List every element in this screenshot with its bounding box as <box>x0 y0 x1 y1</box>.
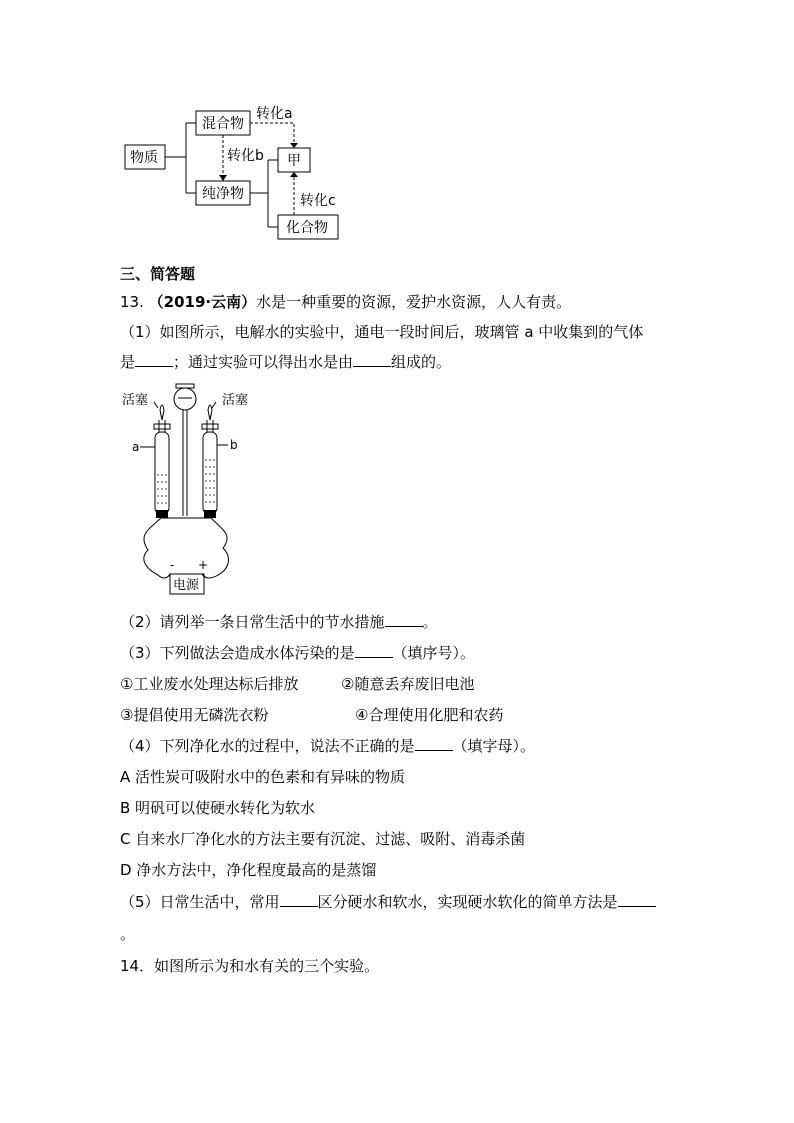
label-conversion-b: 转化b <box>227 148 264 164</box>
label-conversion-a: 转化a <box>256 106 293 122</box>
q13-number: 13. <box>120 293 144 311</box>
label-tube-a: a <box>132 440 140 454</box>
classification-diagram <box>120 100 360 240</box>
q13-part1-text-c: 组成的。 <box>391 353 452 371</box>
q13-part3-text: （3）下列做法会造成水体污染的是 <box>120 644 355 662</box>
label-plus: + <box>198 558 209 572</box>
option-d: D 净水方法中，净化程度最高的是蒸馏 <box>120 861 377 879</box>
q13-part3 <box>120 643 475 663</box>
q13-part1-text-b: ；通过实验可以得出水是由 <box>173 353 354 371</box>
label-conversion-c: 转化c <box>300 193 336 209</box>
answer-blank-composition[interactable] <box>353 352 391 367</box>
electrolysis-apparatus <box>118 380 278 600</box>
label-substance: 物质 <box>130 150 158 166</box>
answer-blank-gas[interactable] <box>135 352 173 367</box>
q13-part2-text: （2）请列举一条日常生活中的节水措施 <box>120 613 385 631</box>
q13-part1-text-a: 是 <box>120 353 136 371</box>
label-jia: 甲 <box>287 153 301 169</box>
option-2: ②随意丢弃废旧电池 <box>341 675 475 693</box>
answer-blank-softening[interactable] <box>618 892 656 907</box>
q13-stem-line <box>120 292 571 312</box>
electrode-left <box>156 510 168 518</box>
answer-blank-pollution[interactable] <box>355 643 393 658</box>
q13-part3-end: （填序号）。 <box>392 644 476 662</box>
label-stopcock-left: 活塞 <box>122 393 149 408</box>
option-c: C 自来水厂净化水的方法主要有沉淀、过滤、吸附、消毒杀菌 <box>120 830 526 848</box>
q13-part5-text-b: 区分硬水和软水，实现硬水软化的简单方法是 <box>317 893 618 911</box>
q13-part2 <box>120 612 438 632</box>
label-tube-b: b <box>230 438 238 452</box>
option-b: B 明矾可以使硬水转化为软水 <box>120 799 316 817</box>
label-stopcock-right: 活塞 <box>222 393 249 408</box>
q13-part4 <box>120 736 535 756</box>
option-a: A 活性炭可吸附水中的色素和有异味的物质 <box>120 768 406 786</box>
electrode-right <box>204 510 216 518</box>
q13-part5 <box>120 892 656 912</box>
q13-part5-text-a: （5）日常生活中，常用 <box>120 893 280 911</box>
option-4: ④合理使用化肥和农药 <box>355 706 504 724</box>
label-compound: 化合物 <box>286 220 328 236</box>
label-pure: 纯净物 <box>202 186 244 202</box>
answer-blank-water-saving[interactable] <box>385 612 423 627</box>
q13-part5-end: 。 <box>120 925 136 943</box>
q13-part4-end: （填字母）。 <box>452 737 536 755</box>
answer-blank-purification[interactable] <box>415 736 453 751</box>
option-3: ③提倡使用无磷洗衣粉 <box>120 706 269 724</box>
q13-source: （2019·云南） <box>148 293 257 311</box>
section-heading: 三、简答题 <box>120 265 196 283</box>
q14-text: 14．如图所示为和水有关的三个实验。 <box>120 957 380 975</box>
option-1: ①工业废水处理达标后排放 <box>120 675 299 693</box>
q13-part4-text: （4）下列净化水的过程中，说法不正确的是 <box>120 737 415 755</box>
q13-part1-line2 <box>120 352 451 372</box>
label-minus: - <box>170 558 175 572</box>
q13-part2-end: 。 <box>422 613 438 631</box>
answer-blank-distinguish[interactable] <box>280 892 318 907</box>
q13-part1-line1: （1）如图所示，电解水的实验中，通电一段时间后，玻璃管 a 中收集到的气体 <box>120 323 644 341</box>
label-power-supply: 电源 <box>173 578 200 593</box>
reservoir-bulb <box>174 388 196 410</box>
q13-stem: 水是一种重要的资源，爱护水资源，人人有责。 <box>256 293 572 311</box>
tube-a <box>155 432 169 514</box>
label-mixture: 混合物 <box>202 116 244 132</box>
